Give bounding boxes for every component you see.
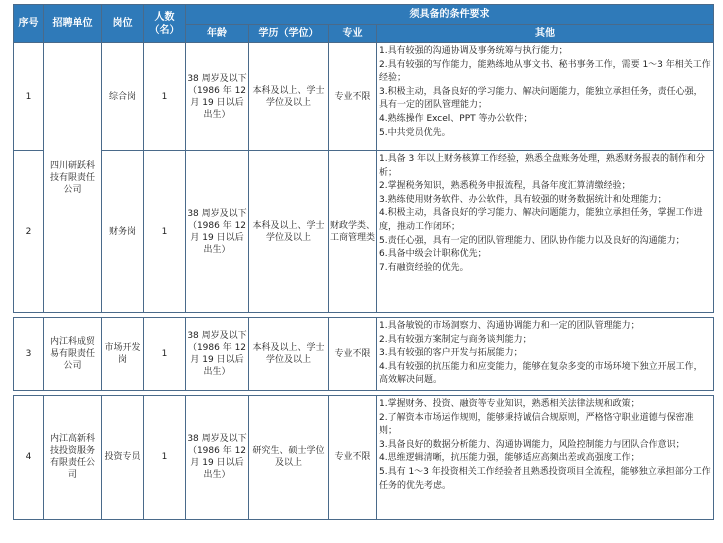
- header-position: 岗位: [102, 5, 144, 43]
- row-position: 投资专员: [102, 395, 144, 519]
- requirement-item: 4.熟练操作 Excel、PPT 等办公软件；: [379, 113, 533, 124]
- row-age: 38 周岁及以下（1986 年 12 月 19 日以后出生）: [186, 395, 249, 519]
- requirement-item: 3.熟练使用财务软件、办公软件，具有较强的财务数据统计和处理能力；: [379, 194, 667, 205]
- row-major: 财政学类、工商管理类: [329, 151, 377, 313]
- row-count: 1: [144, 151, 186, 313]
- requirement-item: 2.具有较强的写作能力，能熟练地从事文书、秘书事务工作，需要 1～3 年相关工作经验；: [379, 59, 711, 84]
- header-education: 学历（学位）: [249, 25, 329, 43]
- row-education: 本科及以上、学士学位及以上: [249, 318, 329, 391]
- requirement-item: 1.具备敏锐的市场洞察力、沟通协调能力和一定的团队管理能力；: [379, 321, 640, 331]
- row-education: 本科及以上、学士学位及以上: [249, 43, 329, 151]
- row-unit: 内江科成贸易有限责任公司: [44, 318, 102, 391]
- header-age: 年龄: [186, 25, 249, 43]
- row-age: 38 周岁及以下（1986 年 12 月 19 日以后出生）: [186, 318, 249, 391]
- recruitment-table: [13, 4, 714, 520]
- row-other: [377, 395, 714, 519]
- requirement-item: 1.具备 3 年以上财务核算工作经验，熟悉全盘账务处理，熟悉财务报表的制作和分析；: [379, 154, 706, 178]
- row-education: 研究生、硕士学位及以上: [249, 395, 329, 519]
- requirement-item: 4.具有较强的抗压能力和应变能力，能够在复杂多变的市场环境下独立开展工作，高效解决问题。: [379, 361, 703, 386]
- requirement-item: 4.思维逻辑清晰，抗压能力强，能够适应高频出差或高强度工作；: [379, 453, 640, 464]
- row-position: 综合岗: [102, 43, 144, 151]
- row-position: 市场开发岗: [102, 318, 144, 391]
- row-other: [377, 43, 714, 151]
- table-row: [14, 318, 714, 391]
- requirement-item: 4.积极主动，具备良好的学习能力、解决问题能力，能独立承担任务，掌握工作进度，推动工作闭环；: [379, 208, 703, 232]
- header-count-text: 人数 （名）: [149, 11, 180, 36]
- row-education: 本科及以上、学士学位及以上: [249, 151, 329, 313]
- row-other: [377, 318, 714, 391]
- table-row: [14, 395, 714, 519]
- row-count: 1: [144, 318, 186, 391]
- table-row: [14, 151, 714, 313]
- recruitment-table-container: [13, 4, 713, 520]
- requirement-item: 3.积极主动，具备良好的学习能力、解决问题能力，能独立承担任务，责任心强，具有一定的团队管理能力；: [379, 86, 703, 111]
- requirement-item: 2.具有较强方案制定与商务谈判能力；: [379, 334, 532, 345]
- row-count: 1: [144, 43, 186, 151]
- row-count: 1: [144, 395, 186, 519]
- row-age: 38 周岁及以下（1986 年 12 月 19 日以后出生）: [186, 151, 249, 313]
- header-major: 专业: [329, 25, 377, 43]
- row-age: 38 周岁及以下（1986 年 12 月 19 日以后出生）: [186, 43, 249, 151]
- row-seq: 2: [14, 151, 44, 313]
- requirement-item: 5.责任心强，具有一定的团队管理能力、团队协作能力以及良好的沟通能力；: [379, 235, 685, 246]
- row-major: 专业不限: [329, 43, 377, 151]
- requirement-item: 5.具有 1～3 年投资相关工作经验者且熟悉投资项目全流程，能够独立承担部分工作任务的优先考虑。: [379, 466, 711, 491]
- table-row: [14, 43, 714, 151]
- row-unit: 四川研跃科技有限责任公司: [44, 43, 102, 313]
- header-other: 其他: [377, 25, 714, 43]
- row-major: 专业不限: [329, 318, 377, 391]
- header-seq: 序号: [14, 5, 44, 43]
- requirement-item: 7.有融资经验的优先。: [379, 262, 469, 273]
- row-position: 财务岗: [102, 151, 144, 313]
- row-other: [377, 151, 714, 313]
- requirement-item: 2.掌握税务知识，熟悉税务申报流程，具备年度汇算清缴经验；: [379, 181, 631, 192]
- requirement-item: 3.具备良好的数据分析能力、沟通协调能力，风险控制能力与团队合作意识；: [379, 439, 685, 450]
- header-count: [144, 5, 186, 43]
- requirement-item: 2.了解资本市场运作规则，能够秉持诚信合规原则，严格恪守职业道德与保密准则；: [379, 412, 694, 437]
- requirement-item: 1.具有较强的沟通协调及事务统筹与执行能力；: [379, 46, 568, 56]
- row-unit: 内江高新科技投资服务有限责任公司: [44, 395, 102, 519]
- row-seq: 1: [14, 43, 44, 151]
- row-seq: 3: [14, 318, 44, 391]
- requirement-item: 3.具有较强的客户开发与拓展能力；: [379, 348, 523, 359]
- row-seq: 4: [14, 395, 44, 519]
- requirement-item: 1.掌握财务、投资、融资等专业知识，熟悉相关法律法规和政策；: [379, 398, 640, 409]
- requirement-item: 6.具备中级会计职称优先；: [379, 249, 487, 260]
- header-requirements: 须具备的条件要求: [186, 5, 714, 25]
- row-major: 专业不限: [329, 395, 377, 519]
- header-unit: 招聘单位: [44, 5, 102, 43]
- requirement-item: 5.中共党员优先。: [379, 127, 451, 138]
